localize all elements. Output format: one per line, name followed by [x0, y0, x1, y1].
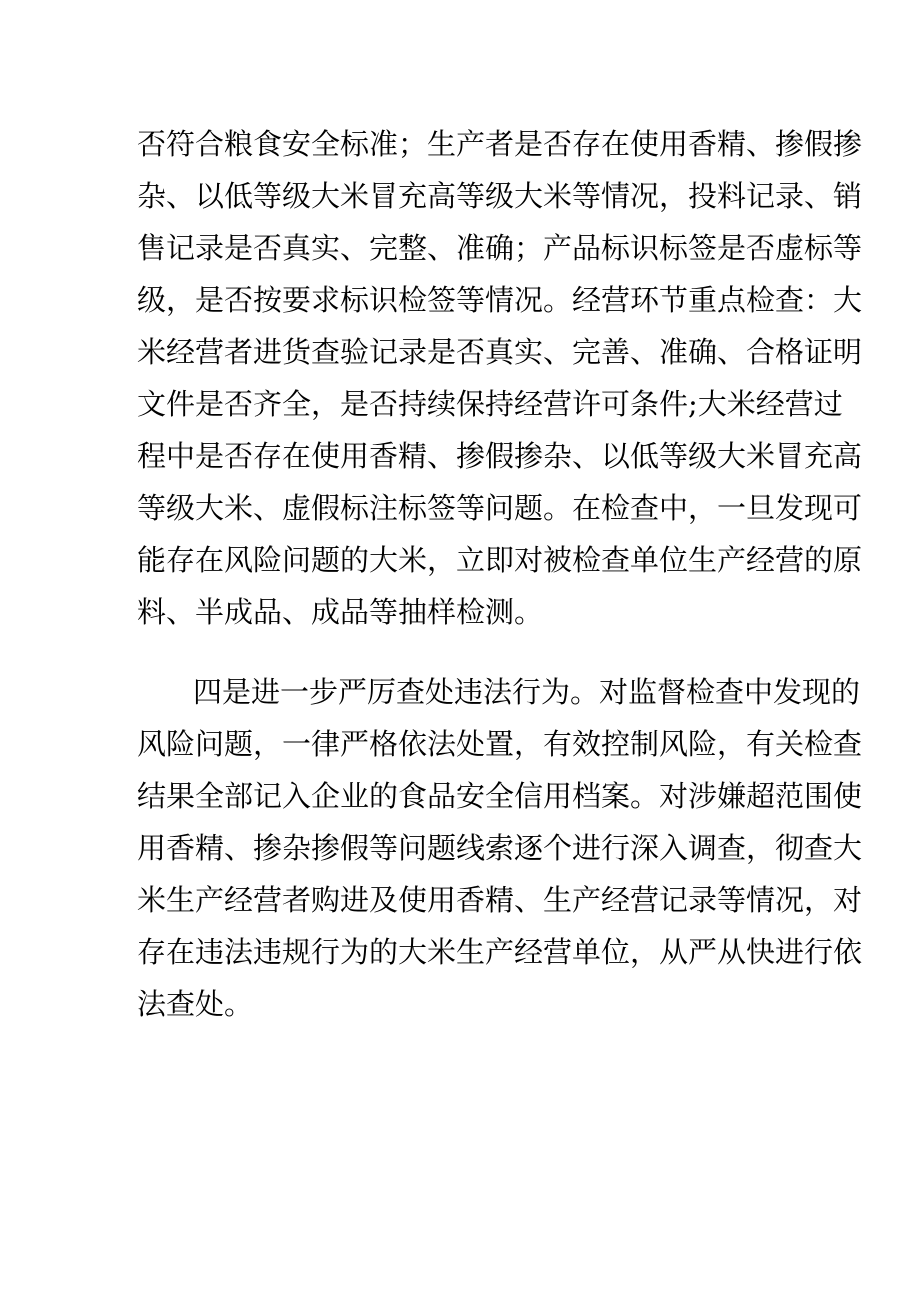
text-line: 米生产经营者购进及使用香精、生产经营记录等情况，对	[137, 883, 863, 917]
paragraph-spacer	[137, 638, 792, 666]
text-line: 程中是否存在使用香精、掺假掺杂、以低等级大米冒充高	[137, 439, 863, 473]
paragraph-inspection-focus	[137, 118, 863, 638]
text-line: 能存在风险问题的大米，立即对被检查单位生产经营的原	[137, 543, 863, 577]
text-line: 米经营者进货查验记录是否真实、完善、准确、合格证明	[137, 335, 863, 369]
text-line: 售记录是否真实、完整、准确；产品标识标签是否虚标等	[137, 231, 863, 265]
text-line: 风险问题，一律严格依法处置，有效控制风险，有关检查	[137, 727, 863, 761]
text-line: 四是进一步严厉查处违法行为。对监督检查中发现的	[193, 675, 861, 709]
text-line: 等级大米、虚假标注标签等问题。在检查中，一旦发现可	[137, 491, 863, 525]
text-line: 料、半成品、成品等抽样检测。	[137, 595, 544, 629]
document-body	[137, 118, 863, 1030]
text-line: 文件是否齐全，是否持续保持经营许可条件;大米经营过	[137, 387, 843, 421]
text-line: 法查处。	[137, 987, 254, 1021]
text-line: 级，是否按要求标识检签等情况。经营环节重点检查：大	[137, 283, 863, 317]
text-line: 用香精、掺杂掺假等问题线索逐个进行深入调查，彻查大	[137, 831, 863, 865]
text-line: 存在违法违规行为的大米生产经营单位，从严从快进行依	[137, 935, 863, 969]
text-line: 杂、以低等级大米冒充高等级大米等情况，投料记录、销	[137, 179, 863, 213]
text-line: 否符合粮食安全标准；生产者是否存在使用香精、掺假掺	[137, 127, 863, 161]
paragraph-enforcement	[137, 666, 863, 1030]
text-line: 结果全部记入企业的食品安全信用档案。对涉嫌超范围使	[137, 779, 863, 813]
